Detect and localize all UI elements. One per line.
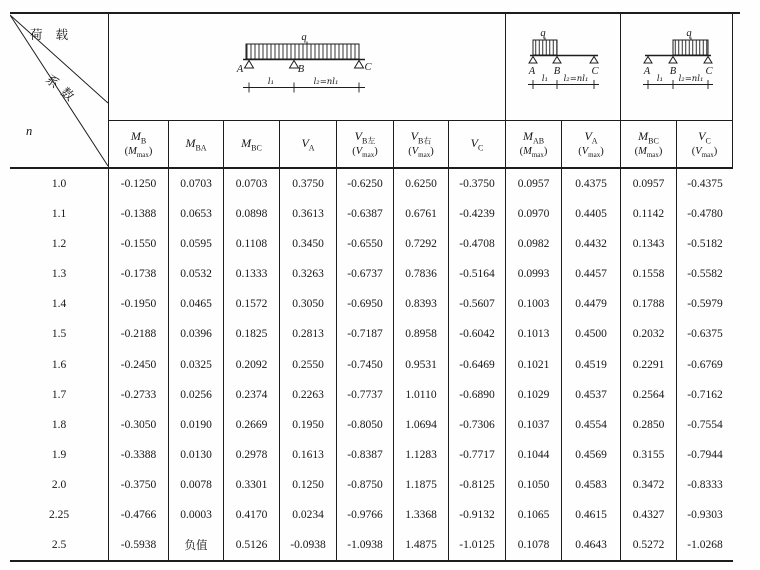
header-max-note: $(M_{max})$ bbox=[634, 145, 663, 159]
coefficient-value: 0.3301 bbox=[223, 470, 279, 500]
coefficient-value: -0.8125 bbox=[448, 470, 505, 500]
n-value: 2.5 bbox=[51, 538, 67, 551]
coefficient-value: -0.2733 bbox=[108, 380, 168, 410]
n-value: 1.3 bbox=[51, 268, 67, 281]
coefficient-value: -0.1950 bbox=[108, 289, 168, 319]
coefficient-value: -0.4780 bbox=[676, 199, 733, 229]
table-row bbox=[10, 410, 733, 440]
coefficient-value: 0.2092 bbox=[223, 349, 279, 379]
coefficient-value: -0.8750 bbox=[336, 470, 393, 500]
header-symbol: $V_C$ bbox=[698, 129, 711, 146]
coefficient-value: -0.5607 bbox=[448, 289, 505, 319]
coefficient-value: -0.7306 bbox=[448, 410, 505, 440]
n-value: 1.6 bbox=[51, 358, 67, 371]
coefficient-value: 0.5272 bbox=[620, 530, 676, 560]
coefficient-value: -0.4766 bbox=[108, 500, 168, 530]
coefficient-value: 0.0982 bbox=[505, 229, 561, 259]
header-symbol: $V_C$ bbox=[470, 136, 484, 153]
coefficient-value: 0.1050 bbox=[505, 470, 561, 500]
coefficient-value: 0.4432 bbox=[561, 229, 620, 259]
coefficient-value: 0.8958 bbox=[393, 319, 448, 349]
column-header bbox=[223, 121, 279, 167]
column-header bbox=[505, 121, 561, 167]
coefficient-value: -0.9766 bbox=[336, 500, 393, 530]
column-header bbox=[168, 121, 223, 167]
column-header-row bbox=[10, 121, 733, 169]
coefficient-value: -0.3750 bbox=[108, 470, 168, 500]
coefficient-value: -1.0938 bbox=[336, 530, 393, 560]
coefficient-value: 0.1558 bbox=[620, 259, 676, 289]
support-c-label: C bbox=[591, 66, 599, 77]
coefficient-value: 0.7292 bbox=[393, 229, 448, 259]
coefficient-value: 0.1029 bbox=[505, 380, 561, 410]
table-row bbox=[10, 380, 733, 410]
uniform-load-icon bbox=[673, 40, 708, 55]
coefficient-value: 0.4519 bbox=[561, 349, 620, 379]
header-symbol: $V_{B左}$ bbox=[354, 129, 376, 146]
header-symbol: $M_{BC}$ bbox=[638, 129, 659, 146]
coefficient-value: 0.0703 bbox=[168, 169, 223, 199]
coefficient-value: 0.3472 bbox=[620, 470, 676, 500]
coefficient-value: -0.8050 bbox=[336, 410, 393, 440]
column-header bbox=[279, 121, 336, 167]
coefficient-value: 0.0653 bbox=[168, 199, 223, 229]
coefficient-value: -0.6250 bbox=[336, 169, 393, 199]
coefficient-value: -0.1550 bbox=[108, 229, 168, 259]
coefficient-value: -1.0268 bbox=[676, 530, 733, 560]
header-symbol: $M_{AB}$ bbox=[522, 129, 545, 146]
header-max-note: $(V_{max})$ bbox=[578, 145, 604, 159]
coefficient-value: 0.4405 bbox=[561, 199, 620, 229]
coefficient-value: -0.9132 bbox=[448, 500, 505, 530]
table-row bbox=[10, 470, 733, 500]
coefficient-value: 0.9531 bbox=[393, 349, 448, 379]
coefficient-value: 0.0595 bbox=[168, 229, 223, 259]
coefficient-value: 0.4554 bbox=[561, 410, 620, 440]
support-b-icon bbox=[669, 57, 677, 64]
coefficient-value: 0.0993 bbox=[505, 259, 561, 289]
coefficient-table bbox=[10, 12, 733, 562]
coefficient-value: 0.1013 bbox=[505, 319, 561, 349]
column-header bbox=[561, 121, 620, 167]
coefficient-value: -0.6769 bbox=[676, 349, 733, 379]
coefficient-value: 0.1343 bbox=[620, 229, 676, 259]
support-c-icon bbox=[590, 57, 598, 64]
diagram-band-divider bbox=[108, 120, 733, 121]
coefficient-value: 0.4479 bbox=[561, 289, 620, 319]
n-value: 1.0 bbox=[51, 178, 67, 191]
coefficient-value: 0.0703 bbox=[223, 169, 279, 199]
load-axis-label: 荷 载 bbox=[30, 28, 74, 42]
coefficient-value: 0.0256 bbox=[168, 380, 223, 410]
support-b-label: B bbox=[297, 64, 305, 75]
column-header bbox=[108, 121, 168, 167]
coefficient-value: 0.2550 bbox=[279, 349, 336, 379]
coefficient-value: -0.7717 bbox=[448, 440, 505, 470]
coefficient-value: 0.2978 bbox=[223, 440, 279, 470]
coefficient-value: 1.0694 bbox=[393, 410, 448, 440]
table-row bbox=[10, 169, 733, 199]
dimension-line bbox=[243, 83, 365, 93]
coefficient-value: 0.2374 bbox=[223, 380, 279, 410]
coefficient-value: -0.5979 bbox=[676, 289, 733, 319]
n-value: 2.0 bbox=[51, 478, 67, 491]
coefficient-value: 1.1283 bbox=[393, 440, 448, 470]
coefficient-value: -0.1388 bbox=[108, 199, 168, 229]
coefficient-value: -0.2450 bbox=[108, 349, 168, 379]
column-header bbox=[620, 121, 676, 167]
support-a-icon bbox=[245, 61, 254, 69]
coefficient-value: 0.1788 bbox=[620, 289, 676, 319]
coefficient-value: 0.1333 bbox=[223, 259, 279, 289]
coefficient-value: -0.2188 bbox=[108, 319, 168, 349]
coefficient-value: 0.0532 bbox=[168, 259, 223, 289]
header-symbol: $M_B$ bbox=[130, 129, 147, 146]
coefficient-value: -0.7554 bbox=[676, 410, 733, 440]
q-label: q bbox=[540, 28, 546, 39]
support-a-icon bbox=[529, 57, 537, 64]
coefficient-value: -0.3050 bbox=[108, 410, 168, 440]
coefficient-value: 0.0190 bbox=[168, 410, 223, 440]
support-a-label: A bbox=[528, 66, 536, 77]
table-row bbox=[10, 289, 733, 319]
coefficient-value: 0.2850 bbox=[620, 410, 676, 440]
beam-diagram-span-bc-loaded bbox=[620, 14, 733, 121]
coefficient-value: -0.7737 bbox=[336, 380, 393, 410]
coefficient-value: 0.1613 bbox=[279, 440, 336, 470]
coefficient-value: 0.0234 bbox=[279, 500, 336, 530]
header-max-note: $(V_{max})$ bbox=[352, 145, 378, 159]
coefficient-value: 0.3450 bbox=[279, 229, 336, 259]
coefficient-value: 0.1065 bbox=[505, 500, 561, 530]
coefficient-value: -0.4708 bbox=[448, 229, 505, 259]
coefficient-value: 0.3613 bbox=[279, 199, 336, 229]
n-value: 1.2 bbox=[51, 238, 67, 251]
support-c-icon bbox=[355, 61, 364, 69]
coefficient-value: 1.1875 bbox=[393, 470, 448, 500]
coefficient-value: 0.3750 bbox=[279, 169, 336, 199]
coefficient-value: 0.3263 bbox=[279, 259, 336, 289]
column-header bbox=[336, 121, 393, 167]
coefficient-value: 0.4537 bbox=[561, 380, 620, 410]
table-row bbox=[10, 440, 733, 470]
header-symbol: $V_A$ bbox=[301, 136, 315, 153]
coefficient-value: 0.0396 bbox=[168, 319, 223, 349]
coefficient-value: 0.1021 bbox=[505, 349, 561, 379]
coefficient-value: 0.1950 bbox=[279, 410, 336, 440]
coefficient-value: -0.6950 bbox=[336, 289, 393, 319]
coefficient-value: 0.4457 bbox=[561, 259, 620, 289]
coefficient-value: 0.2564 bbox=[620, 380, 676, 410]
coefficient-value: 0.1142 bbox=[620, 199, 676, 229]
coefficient-value: -0.7187 bbox=[336, 319, 393, 349]
coefficient-value: 0.3050 bbox=[279, 289, 336, 319]
table-row bbox=[10, 500, 733, 530]
coefficient-value: 0.0130 bbox=[168, 440, 223, 470]
table-row bbox=[10, 530, 733, 560]
n-value: 1.1 bbox=[51, 208, 67, 221]
coefficient-value: 0.4170 bbox=[223, 500, 279, 530]
coefficient-value: 0.0078 bbox=[168, 470, 223, 500]
coefficient-value: 0.4569 bbox=[561, 440, 620, 470]
coefficient-value: -1.0125 bbox=[448, 530, 505, 560]
dim-l2-label: l₂=nl₁ bbox=[678, 74, 704, 84]
coefficient-value: -0.7450 bbox=[336, 349, 393, 379]
dim-l1-label: l₁ bbox=[267, 77, 275, 87]
header-max-note: $(M_{max})$ bbox=[519, 145, 548, 159]
column-header bbox=[676, 121, 733, 167]
corner-cell bbox=[10, 14, 108, 167]
header-symbol: $M_{BC}$ bbox=[241, 136, 262, 153]
coefficient-value: -0.3750 bbox=[448, 169, 505, 199]
n-value: 1.9 bbox=[51, 448, 67, 461]
coefficient-value: 1.0110 bbox=[393, 380, 448, 410]
coefficient-value: -0.4375 bbox=[676, 169, 733, 199]
coefficient-value: 0.0957 bbox=[620, 169, 676, 199]
coefficient-value: -0.1738 bbox=[108, 259, 168, 289]
support-c-icon bbox=[704, 57, 712, 64]
coefficient-value: -0.9303 bbox=[676, 500, 733, 530]
header-max-note: $(V_{max})$ bbox=[408, 145, 434, 159]
coefficient-value: 0.0957 bbox=[505, 169, 561, 199]
table-row bbox=[10, 349, 733, 379]
uniform-load-icon bbox=[246, 44, 359, 59]
coefficient-value: 0.4583 bbox=[561, 470, 620, 500]
coefficient-value: -0.8333 bbox=[676, 470, 733, 500]
coefficient-value: 0.1037 bbox=[505, 410, 561, 440]
coefficient-value: 0.1250 bbox=[279, 470, 336, 500]
coefficient-value: -0.7944 bbox=[676, 440, 733, 470]
coefficient-value: -0.5182 bbox=[676, 229, 733, 259]
support-a-label: A bbox=[643, 66, 651, 77]
beam-diagram-span-ab-loaded bbox=[505, 14, 620, 121]
coefficient-value: 0.4500 bbox=[561, 319, 620, 349]
coefficient-value: 0.1825 bbox=[223, 319, 279, 349]
n-axis-label: n bbox=[26, 124, 33, 138]
table-row bbox=[10, 259, 733, 289]
coefficient-value: 0.2032 bbox=[620, 319, 676, 349]
coefficient-value: -0.6890 bbox=[448, 380, 505, 410]
coefficient-value: -0.1250 bbox=[108, 169, 168, 199]
support-c-label: C bbox=[705, 66, 713, 77]
coefficient-value: 0.4327 bbox=[620, 500, 676, 530]
coefficient-value: -0.0938 bbox=[279, 530, 336, 560]
coefficient-value: 0.2263 bbox=[279, 380, 336, 410]
coefficient-value: 0.1044 bbox=[505, 440, 561, 470]
support-a-icon bbox=[644, 57, 652, 64]
n-value: 1.5 bbox=[51, 328, 67, 341]
support-b-icon bbox=[553, 57, 561, 64]
support-b-label: B bbox=[669, 66, 677, 77]
uniform-load-icon bbox=[533, 40, 557, 55]
coefficient-value: 0.1572 bbox=[223, 289, 279, 319]
coefficient-value: -0.6737 bbox=[336, 259, 393, 289]
coefficient-value: -0.6375 bbox=[676, 319, 733, 349]
coefficient-axis-label: 系 数 bbox=[43, 72, 79, 105]
coefficient-value: 0.2669 bbox=[223, 410, 279, 440]
header-max-note: $(V_{max})$ bbox=[691, 145, 718, 159]
coefficient-value: 1.3368 bbox=[393, 500, 448, 530]
coefficient-value: -0.5938 bbox=[108, 530, 168, 560]
coefficient-value: -0.5164 bbox=[448, 259, 505, 289]
dim-l1-label: l₁ bbox=[541, 74, 549, 84]
coefficient-value: 1.4875 bbox=[393, 530, 448, 560]
coefficient-value: 0.0003 bbox=[168, 500, 223, 530]
coefficient-value: 0.4615 bbox=[561, 500, 620, 530]
support-a-label: A bbox=[236, 64, 244, 75]
coefficient-value: 负值 bbox=[168, 530, 223, 560]
coefficient-value: -0.8387 bbox=[336, 440, 393, 470]
support-b-label: B bbox=[553, 66, 561, 77]
n-value: 1.4 bbox=[51, 298, 67, 311]
n-value: 1.8 bbox=[51, 418, 67, 431]
coefficient-value: 0.0898 bbox=[223, 199, 279, 229]
q-label: q bbox=[301, 32, 307, 43]
n-value: 2.25 bbox=[48, 508, 70, 521]
support-c-label: C bbox=[364, 62, 372, 73]
coefficient-value: 0.3155 bbox=[620, 440, 676, 470]
dim-l2-label: l₂=nl₁ bbox=[313, 77, 339, 87]
coefficient-value: 0.8393 bbox=[393, 289, 448, 319]
column-header bbox=[393, 121, 448, 167]
beam-diagram-both-spans bbox=[108, 14, 505, 121]
table-row bbox=[10, 319, 733, 349]
table-row bbox=[10, 229, 733, 259]
coefficient-value: 0.4643 bbox=[561, 530, 620, 560]
table-body bbox=[10, 169, 733, 562]
header-symbol: $V_{B右}$ bbox=[410, 129, 432, 146]
diagram-band bbox=[10, 14, 733, 121]
header-max-note: $(M_{max})$ bbox=[124, 145, 153, 159]
coefficient-value: 0.7836 bbox=[393, 259, 448, 289]
coefficient-value: 0.1003 bbox=[505, 289, 561, 319]
n-value: 1.7 bbox=[51, 388, 67, 401]
coefficient-value: -0.3388 bbox=[108, 440, 168, 470]
coefficient-value: -0.7162 bbox=[676, 380, 733, 410]
coefficient-value: 0.1078 bbox=[505, 530, 561, 560]
coefficient-value: 0.6761 bbox=[393, 199, 448, 229]
header-symbol: $M_{BA}$ bbox=[185, 136, 207, 153]
q-label: q bbox=[686, 28, 692, 39]
coefficient-value: -0.6387 bbox=[336, 199, 393, 229]
header-symbol: $V_A$ bbox=[584, 129, 598, 146]
coefficient-value: 0.0325 bbox=[168, 349, 223, 379]
coefficient-value: 0.5126 bbox=[223, 530, 279, 560]
table-row bbox=[10, 199, 733, 229]
dim-l1-label: l₁ bbox=[656, 74, 664, 84]
coefficient-value: 0.0465 bbox=[168, 289, 223, 319]
coefficient-value: 0.6250 bbox=[393, 169, 448, 199]
coefficient-value: 0.1108 bbox=[223, 229, 279, 259]
coefficient-value: 0.4375 bbox=[561, 169, 620, 199]
coefficient-value: -0.5582 bbox=[676, 259, 733, 289]
coefficient-value: -0.6469 bbox=[448, 349, 505, 379]
coefficient-value: 0.2291 bbox=[620, 349, 676, 379]
coefficient-value: 0.2813 bbox=[279, 319, 336, 349]
coefficient-value: -0.6042 bbox=[448, 319, 505, 349]
coefficient-value: -0.4239 bbox=[448, 199, 505, 229]
dim-l2-label: l₂=nl₁ bbox=[563, 74, 589, 84]
column-header bbox=[448, 121, 505, 167]
coefficient-value: 0.0970 bbox=[505, 199, 561, 229]
coefficient-value: -0.6550 bbox=[336, 229, 393, 259]
